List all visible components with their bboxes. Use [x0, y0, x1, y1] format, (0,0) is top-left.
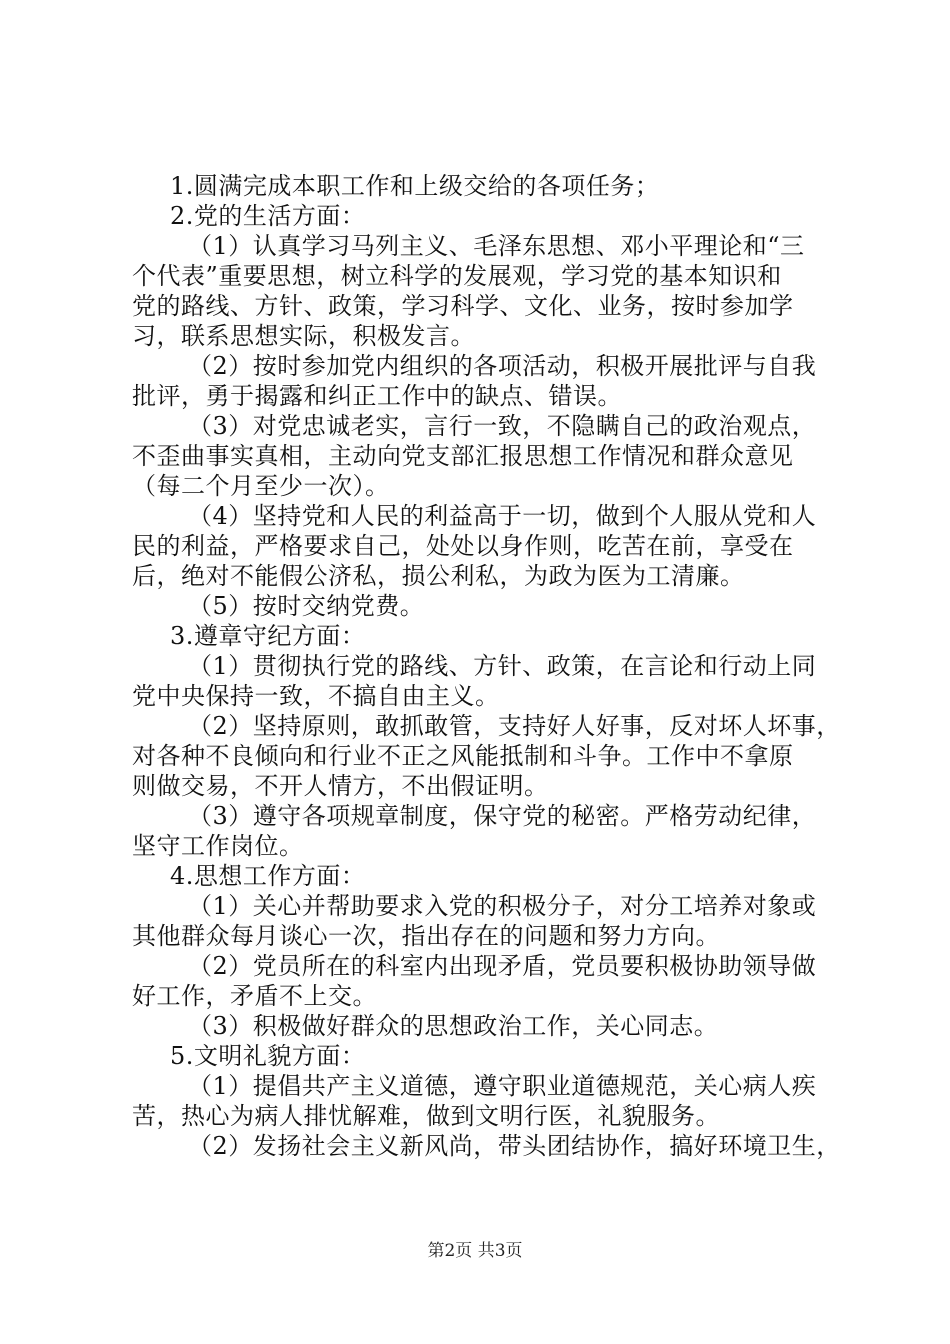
text-line: 对各种不良倾向和行业不正之风能抵制和斗争。工作中不拿原 — [132, 742, 794, 770]
text-line: （1）提倡共产主义道德，遵守职业道德规范，关心病人疾 — [188, 1072, 817, 1100]
text-line: 批评，勇于揭露和纠正工作中的缺点、错误。 — [132, 382, 622, 410]
text-line: 党中央保持一致，不搞自由主义。 — [132, 682, 500, 710]
text-line: 后，绝对不能假公济私，损公利私，为政为医为工清廉。 — [132, 562, 745, 590]
text-line: 不歪曲事实真相，主动向党支部汇报思想工作情况和群众意见 — [132, 442, 794, 470]
text-line: 党的路线、方针、政策，学习科学、文化、业务，按时参加学 — [132, 292, 794, 320]
text-line: 3.遵章守纪方面： — [170, 622, 366, 650]
text-line: （4）坚持党和人民的利益高于一切，做到个人服从党和人 — [188, 502, 817, 530]
text-line: 习，联系思想实际，积极发言。 — [132, 322, 475, 350]
text-line: 苦，热心为病人排忧解难，做到文明行医，礼貌服务。 — [132, 1102, 720, 1130]
text-line: （3）遵守各项规章制度，保守党的秘密。严格劳动纪律， — [188, 802, 817, 830]
text-line: 1.圆满完成本职工作和上级交给的各项任务； — [170, 172, 660, 200]
text-line: （2）按时参加党内组织的各项活动，积极开展批评与自我 — [188, 352, 817, 380]
text-line: 坚守工作岗位。 — [132, 832, 304, 860]
text-line: （5）按时交纳党费。 — [188, 592, 425, 620]
page-number: 第2页 共3页 — [427, 1241, 523, 1261]
text-line: 5.文明礼貌方面： — [170, 1042, 366, 1070]
text-line: （2）发扬社会主义新风尚，带头团结协作，搞好环境卫生， — [188, 1132, 841, 1160]
text-line: 个代表”重要思想，树立科学的发展观，学习党的基本知识和 — [132, 262, 782, 290]
text-line: 民的利益，严格要求自己，处处以身作则，吃苦在前，享受在 — [132, 532, 794, 560]
document-body — [132, 171, 841, 1161]
page-footer — [0, 1240, 950, 1262]
text-line: （1）认真学习马列主义、毛泽东思想、邓小平理论和“三 — [188, 232, 805, 260]
text-line: （1）贯彻执行党的路线、方针、政策，在言论和行动上同 — [188, 652, 817, 680]
text-line: 4.思想工作方面： — [170, 862, 366, 890]
text-line: 2.党的生活方面： — [170, 202, 366, 230]
text-line: （3）积极做好群众的思想政治工作，关心同志。 — [188, 1012, 719, 1040]
text-line: 则做交易，不开人情方，不出假证明。 — [132, 772, 549, 800]
text-line: （3）对党忠诚老实，言行一致，不隐瞒自己的政治观点， — [188, 412, 817, 440]
text-line: （2）坚持原则，敢抓敢管，支持好人好事，反对坏人坏事， — [188, 712, 841, 740]
text-line: 好工作，矛盾不上交。 — [132, 982, 377, 1010]
text-line: 其他群众每月谈心一次，指出存在的问题和努力方向。 — [132, 922, 720, 950]
text-line: （每二个月至少一次）。 — [132, 472, 390, 500]
text-line: （2）党员所在的科室内出现矛盾，党员要积极协助领导做 — [188, 952, 817, 980]
text-line: （1）关心并帮助要求入党的积极分子，对分工培养对象或 — [188, 892, 817, 920]
